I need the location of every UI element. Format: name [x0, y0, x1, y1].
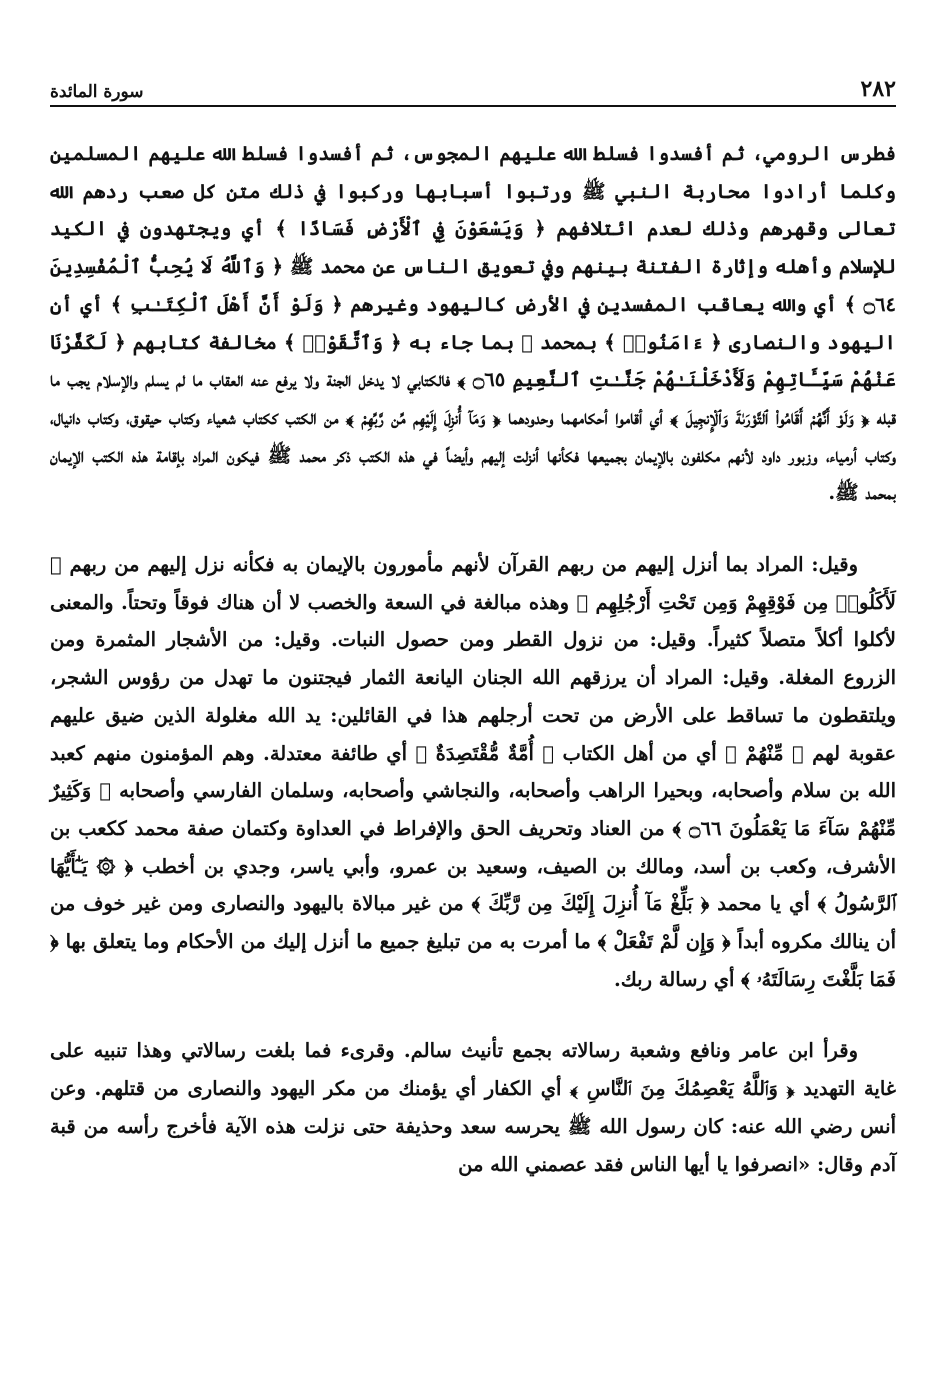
page-number: ٢٨٢	[860, 76, 896, 102]
paragraph-1: فطرس الرومي، ثم أفسدوا فسلط الله عليهم المجوس، ثم أفسدوا فسلط الله عليهم المسلمين وكلما أرادوا محاربة النبي ﷺ ورتبوا أسبابها وركبوا في ذلك متن كل صعب ردهم الله تعالى وقهرهم وذلك لعدم ائتلافهم ﴿ وَيَسْعَوْنَ فِي ٱلْأَرْضِ فَسَادًا ﴾ أي ويجتهدون في الكيد للإسلام وأهله وإثارة الفتنة بينهم وفي تعويق الناس عن محمد ﷺ ﴿ وَٱللَّهُ لَا يُحِبُّ ٱلْمُفْسِدِينَ ۝٦٤ ﴾ أي والله يعاقب المفسدين في الأرض كاليهود وغيرهم ﴿ وَلَوْ أَنَّ أَهْلَ ٱلْكِتَـٰبِ ﴾ أي أن اليهود والنصارى ﴿ ءَامَنُوا۟ ﴾ بمحمد ﷺ بما جاء به ﴿ وَٱتَّقَوْا۟ ﴾ مخالفة كتابهم ﴿ لَكَفَّرْنَا عَنْهُمْ سَيِّـَٔاتِهِمْ وَلَأَدْخَلْنَـٰهُمْ جَنَّـٰتِ ٱلنَّعِيمِ ۝٦٥ ﴾ فالكتابي لا يدخل الجنة ولا يرفع عنه العقاب ما لم يسلم والإسلام يجب ما قبله ﴿ وَلَوْ أَنَّهُمْ أَقَامُوا۟ ٱلتَّوْرَىٰةَ وَٱلْإِنجِيلَ ﴾ أي أقاموا أحكامهما وحدودهما ﴿ وَمَآ أُنزِلَ إِلَيْهِم مِّن رَّبِّهِمْ ﴾ من الكتب ككتاب شعياء وكتاب حيقوق، وكتاب دانيال، وكتاب أرمياء، وزبور داود لأنهم مكلفون بالإيمان بجميعها فكأنها أنزلت إليهم وأيضاً في هذه الكتب ذكر محمد ﷺ فيكون المراد بإقامة هذه الكتب الإيمان بمحمد ﷺ.	[50, 142, 896, 505]
surah-title: سورة المائدة	[50, 82, 144, 102]
paragraph-spacer	[50, 998, 896, 1032]
paragraph-2: وقيل: المراد بما أنزل إليهم من ربهم القرآن لأنهم مأمورون بالإيمان به فكأنه نزل إليهم من ربهم ﴿ لَأَكَلُوا۟ مِن فَوْقِهِمْ وَمِن تَحْتِ أَرْجُلِهِم ﴾ وهذه مبالغة في السعة والخصب لا أن هناك فوقاً وتحتاً. والمعنى لأكلوا أكلاً متصلاً كثيراً. وقيل: من نزول القطر ومن حصول النبات. وقيل: من الأشجار المثمرة ومن الزروع المغلة. وقيل: المراد أن يرزقهم الله الجنان اليانعة الثمار فيجتنون ما تهدل من رؤوس الشجر، ويلتقطون ما تساقط على الأرض من تحت أرجلهم هذا في القائلين: يد الله مغلولة الذين ضيق عليهم عقوبة لهم ﴿ مِّنْهُمْ ﴾ أي من أهل الكتاب ﴿ أُمَّةٌ مُّقْتَصِدَةٌ ﴾ أي طائفة معتدلة. وهم المؤمنون منهم كعبد الله بن سلام وأصحابه، وبحيرا الراهب وأصحابه، والنجاشي وأصحابه، وسلمان الفارسي وأصحابه ﴿ وَكَثِيرٌ مِّنْهُمْ سَآءَ مَا يَعْمَلُونَ ۝٦٦ ﴾ من العناد وتحريف الحق والإفراط في العداوة وكتمان صفة محمد ككعب بن الأشرف، وكعب بن أسد، ومالك بن الصيف، وسعيد بن عمرو، وأبي ياسر، وجدي بن أخطب ﴿ ۞ يَـٰٓأَيُّهَا ٱلرَّسُولُ ﴾ أي يا محمد ﴿ بَلِّغْ مَآ أُنزِلَ إِلَيْكَ مِن رَّبِّكَ ﴾ من غير مبالاة باليهود والنصارى ومن غير خوف من أن ينالك مكروه أبداً ﴿ وَإِن لَّمْ تَفْعَلْ ﴾ ما أمرت به من تبليغ جميع ما أنزل إليك من الأحكام وما يتعلق بها ﴿ فَمَا بَلَّغْتَ رِسَالَتَهُۥ ﴾ أي رسالة ربك.	[50, 553, 896, 991]
commentary-text	[50, 135, 896, 1183]
book-page	[50, 66, 896, 1356]
running-header	[50, 66, 896, 107]
paragraph-3: وقرأ ابن عامر ونافع وشعبة رسالاته بجمع تأنيث سالم. وقرىء فما بلغت رسالاتي وهذا تنبيه على غاية التهديد ﴿ وَٱللَّهُ يَعْصِمُكَ مِنَ ٱلنَّاسِ ﴾ أي الكفار أي يؤمنك من مكر اليهود والنصارى من قتلهم. وعن أنس رضي الله عنه: كان رسول الله ﷺ يحرسه سعد وحذيفة حتى نزلت هذه الآية فأخرج رأسه من قبة آدم وقال: «انصرفوا يا أيها الناس فقد عصمني الله من	[50, 1039, 896, 1176]
paragraph-spacer	[50, 512, 896, 546]
